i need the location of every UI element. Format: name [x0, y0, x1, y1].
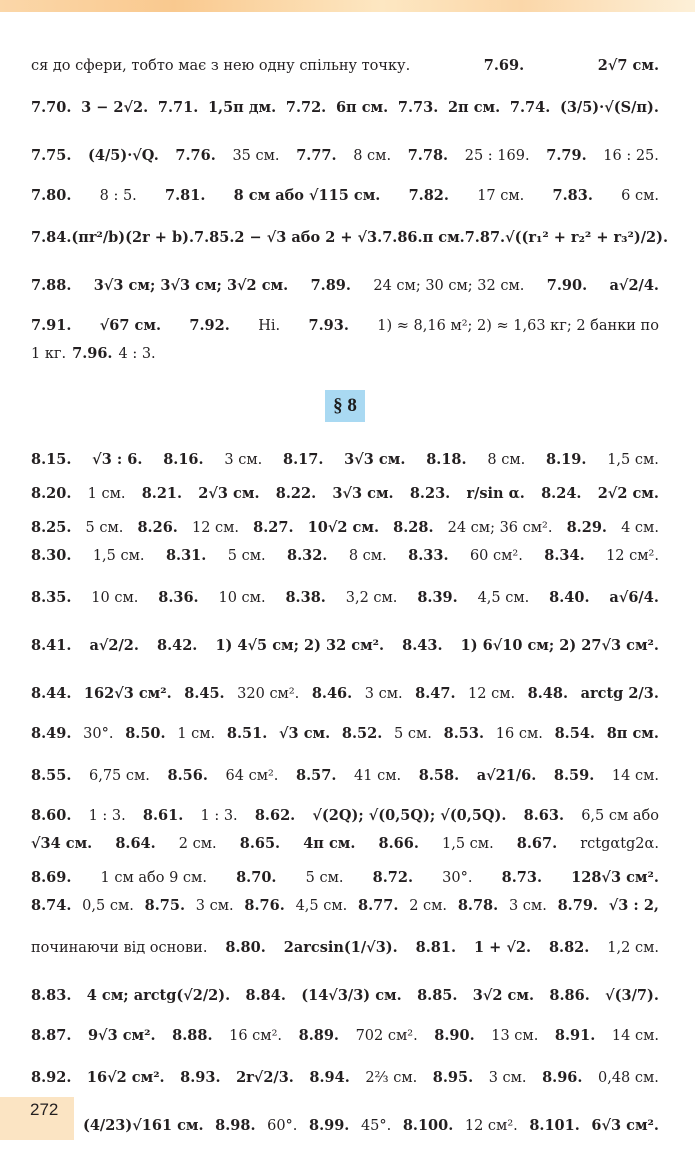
problem-number: 7.76.: [175, 147, 216, 164]
problem-number: 8.28.: [393, 519, 434, 536]
answer-text: 17 см.: [477, 188, 525, 204]
problem-number: 8.48.: [527, 685, 569, 702]
page-number: 272: [30, 1100, 59, 1119]
answer-text: 4 см.: [621, 520, 659, 536]
problem-number: 8.52.: [341, 725, 383, 742]
answer-text: 1 : 3.: [88, 808, 126, 824]
answer-text: (14√3/3) см.: [301, 987, 402, 1004]
answer-text: √((r₁² + r₂² + r₃²)/2).: [505, 229, 669, 246]
answer-text: 3√3 см.: [344, 451, 406, 468]
answer-text: 1 кг.: [31, 346, 67, 362]
answer-text: 4 см; arctg(√2/2).: [86, 987, 231, 1004]
answer-text: 5 см.: [305, 870, 344, 886]
answer-text: 16√2 см².: [86, 1069, 165, 1086]
problem-number: 8.59.: [553, 767, 595, 784]
answer-text: 1) ≈ 8,16 м²; 2) ≈ 1,63 кг; 2 банки по: [377, 318, 659, 334]
answer-text: 1,5 см.: [92, 548, 145, 564]
answer-text: 4,5 см.: [295, 898, 348, 914]
answers-block-7: [31, 52, 669, 368]
problem-number: 8.25.: [31, 519, 72, 536]
problem-number: 7.73.: [397, 99, 439, 116]
section-heading-wrap: [31, 390, 659, 434]
answer-text: 2√3 см.: [198, 485, 260, 502]
answers-text: [31, 52, 669, 1152]
problem-number: 8.41.: [31, 637, 72, 654]
answer-line: [31, 542, 659, 570]
answer-text: 2 см.: [409, 898, 448, 914]
problem-number: 8.76.: [244, 897, 285, 914]
answer-text: 3 см.: [508, 898, 547, 914]
answer-text: √34 см.: [31, 835, 93, 852]
problem-number: 8.17.: [283, 451, 324, 468]
problem-number: 7.81.: [165, 187, 206, 204]
answer-text: √(3/7).: [605, 987, 659, 1004]
problem-number: 8.35.: [31, 589, 72, 606]
answer-line: [31, 480, 659, 508]
problem-number: 7.83.: [552, 187, 593, 204]
answer-text: 5 см.: [394, 726, 432, 742]
answer-line: [31, 86, 659, 130]
answer-text: 6√3 см².: [591, 1117, 659, 1134]
answer-text: a√21/6.: [476, 767, 537, 784]
answer-text: 2arcsin(1/√3).: [283, 939, 398, 956]
answer-text: 2r√2/3.: [236, 1069, 294, 1086]
answer-line: [31, 446, 659, 474]
answer-line: [31, 340, 659, 368]
problem-number: 8.86.: [549, 987, 590, 1004]
answer-line: [31, 1104, 659, 1148]
problem-number: 7.74.: [509, 99, 551, 116]
answer-line: [31, 624, 659, 668]
answer-text: rctgαtg2α.: [580, 836, 659, 852]
answer-text: 8 см.: [348, 548, 387, 564]
problem-number: 8.78.: [457, 897, 499, 914]
problem-number: 8.51.: [226, 725, 268, 742]
answer-text: ся до сфери, тобто має з нею одну спільну точку.: [31, 58, 411, 74]
answer-text: 3√3 см.: [332, 485, 394, 502]
answer-text: 45°.: [360, 1118, 392, 1134]
problem-number: 7.86.: [382, 229, 423, 246]
problem-number: 8.44.: [31, 685, 72, 702]
answer-text: 2π см.: [447, 99, 501, 116]
answer-text: 24 см; 36 см².: [447, 520, 553, 536]
problem-number: 7.93.: [308, 317, 349, 334]
answer-line: [31, 312, 659, 340]
problem-number: 8.21.: [141, 485, 183, 502]
top-decorative-bar: [0, 0, 695, 12]
answer-line: [31, 134, 659, 178]
answer-text: (3/5)·√(S/π).: [559, 99, 659, 116]
answer-text: 10 см.: [218, 590, 266, 606]
problem-number: 8.101.: [529, 1117, 580, 1134]
answer-text: 2 − √3 або 2 + √3.: [234, 229, 383, 246]
answer-text: 1,5 см.: [442, 836, 494, 852]
problem-number: 8.22.: [275, 485, 317, 502]
answer-text: 1,5 см.: [607, 452, 659, 468]
answer-line: [31, 576, 659, 620]
problem-number: 8.93.: [180, 1069, 221, 1086]
answer-line: [31, 864, 659, 892]
problem-number: 8.16.: [163, 451, 204, 468]
answer-line: [31, 926, 659, 970]
answer-text: 1 см.: [177, 726, 216, 742]
problem-number: 7.96.: [72, 345, 113, 362]
problem-number: 7.75.: [31, 147, 72, 164]
answer-text: 5 см.: [227, 548, 266, 564]
answer-text: 8π см.: [606, 725, 659, 742]
answer-text: 1) 6√10 см; 2) 27√3 см².: [460, 637, 659, 654]
problem-number: 7.70.: [31, 99, 72, 116]
answer-text: 0,5 см.: [82, 898, 134, 914]
problem-number: 8.55.: [31, 767, 72, 784]
problem-number: 8.67.: [516, 835, 558, 852]
answer-line: [31, 892, 659, 920]
problem-number: 8.96.: [542, 1069, 583, 1086]
problem-number: 8.85.: [417, 987, 458, 1004]
problem-number: 8.32.: [287, 547, 328, 564]
answer-text: 12 см.: [191, 520, 240, 536]
answer-text: 4π см.: [303, 835, 356, 852]
problem-number: 7.84.: [31, 229, 72, 246]
answer-text: 41 см.: [354, 768, 402, 784]
answer-text: 64 см².: [225, 768, 279, 784]
problem-number: 8.65.: [239, 835, 281, 852]
answer-text: 8 см або √115 см.: [233, 187, 381, 204]
problem-number: 8.80.: [225, 939, 266, 956]
answer-text: 3 см.: [195, 898, 234, 914]
answer-line: [31, 1056, 659, 1100]
problem-number: 8.92.: [31, 1069, 72, 1086]
problem-number: 8.31.: [165, 547, 207, 564]
problem-number: 8.61.: [142, 807, 184, 824]
answer-text: 3√2 см.: [472, 987, 535, 1004]
problem-number: 8.27.: [253, 519, 294, 536]
problem-number: 8.53.: [443, 725, 485, 742]
answer-text: 3 см.: [488, 1070, 527, 1086]
problem-number: 8.62.: [254, 807, 296, 824]
problem-number: 8.77.: [358, 897, 399, 914]
answer-text: r/sin α.: [466, 485, 525, 502]
problem-number: 8.74.: [31, 897, 72, 914]
answer-line: [31, 216, 669, 260]
problem-number: 8.47.: [415, 685, 456, 702]
answer-text: 2√2 см.: [597, 485, 659, 502]
problem-number: 8.94.: [309, 1069, 350, 1086]
answer-line: [31, 672, 659, 716]
problem-number: 8.38.: [285, 589, 326, 606]
answer-text: 3,2 см.: [345, 590, 398, 606]
answer-line: [31, 514, 659, 542]
problem-number: 7.77.: [296, 147, 337, 164]
problem-number: 8.26.: [137, 519, 178, 536]
answer-text: 6,75 см.: [89, 768, 150, 784]
answer-text: π см.: [422, 229, 465, 246]
answer-text: 702 см².: [355, 1028, 418, 1044]
answer-line: [31, 182, 659, 210]
problem-number: 8.56.: [167, 767, 208, 784]
answer-text: 1,5π дм.: [207, 99, 277, 116]
problem-number: 8.89.: [298, 1027, 339, 1044]
answer-text: Ні.: [258, 318, 281, 334]
answer-text: 6π см.: [335, 99, 389, 116]
problem-number: 8.46.: [311, 685, 353, 702]
problem-number: 8.95.: [432, 1069, 474, 1086]
problem-number: 8.54.: [554, 725, 595, 742]
problem-number: 7.92.: [189, 317, 230, 334]
problem-number: 8.39.: [417, 589, 458, 606]
problem-number: 7.82.: [408, 187, 449, 204]
answer-text: 30°.: [442, 870, 473, 886]
answer-text: 1) 4√5 см; 2) 32 см².: [215, 637, 385, 654]
answer-text: 8 см.: [487, 452, 526, 468]
problem-number: 8.66.: [378, 835, 419, 852]
answer-text: 16 см.: [495, 726, 543, 742]
problem-number: 8.23.: [409, 485, 451, 502]
answer-text: 162√3 см².: [83, 685, 172, 702]
answer-text: 10√2 см.: [307, 519, 379, 536]
problem-number: 8.36.: [158, 589, 199, 606]
problem-number: 8.75.: [144, 897, 185, 914]
answer-text: 12 см².: [464, 1118, 518, 1134]
answer-text: √3 : 2,: [608, 897, 659, 914]
answer-text: 10 см.: [91, 590, 139, 606]
problem-number: 8.58.: [418, 767, 460, 784]
answer-text: 1,2 см.: [607, 940, 659, 956]
answer-text: (πr²/b)(2r + b).: [71, 229, 195, 246]
answer-text: 3 см.: [364, 686, 403, 702]
problem-number: 8.88.: [172, 1027, 213, 1044]
answer-text: 12 см.: [468, 686, 516, 702]
answer-line: [31, 830, 659, 858]
problem-number: 8.63.: [523, 807, 565, 824]
problem-number: 8.72.: [372, 869, 413, 886]
answer-text: 1 см або 9 см.: [100, 870, 207, 886]
answer-line: [31, 754, 659, 798]
problem-number: 8.18.: [426, 451, 467, 468]
answer-text: a√2/4.: [609, 277, 659, 294]
answer-line: [31, 52, 659, 80]
problem-number: 8.91.: [554, 1027, 596, 1044]
answer-text: √3 см.: [279, 725, 331, 742]
problem-number: 8.73.: [501, 869, 542, 886]
answer-text: a√6/4.: [609, 589, 659, 606]
answer-text: 60 см².: [469, 548, 523, 564]
section-heading: § 8: [325, 390, 365, 422]
answer-text: 2 см.: [178, 836, 217, 852]
answer-text: 3 см.: [224, 452, 263, 468]
answer-line: [31, 802, 659, 830]
problem-number: 8.70.: [236, 869, 277, 886]
answer-line: [31, 264, 659, 308]
problem-number: 8.40.: [549, 589, 590, 606]
answer-text: √67 см.: [99, 317, 162, 334]
problem-number: 8.64.: [115, 835, 156, 852]
problem-number: 8.81.: [415, 939, 457, 956]
problem-number: 8.57.: [296, 767, 337, 784]
answer-text: 4 : 3.: [118, 346, 156, 362]
problem-number: 8.24.: [541, 485, 582, 502]
problem-number: 8.42.: [156, 637, 198, 654]
answer-text: 1 : 3.: [200, 808, 238, 824]
problem-number: 8.15.: [31, 451, 72, 468]
problem-number: 7.89.: [310, 277, 351, 294]
problem-number: 7.87.: [464, 229, 506, 246]
problem-number: 8.90.: [434, 1027, 475, 1044]
problem-number: 7.69.: [483, 57, 525, 74]
answer-line: [31, 1022, 659, 1050]
answer-text: √3 : 6.: [92, 451, 143, 468]
problem-number: 8.83.: [31, 987, 72, 1004]
answer-text: 13 см.: [491, 1028, 539, 1044]
answer-text: 30°.: [83, 726, 114, 742]
problem-number: 8.29.: [566, 519, 607, 536]
problem-number: 8.45.: [184, 685, 225, 702]
problem-number: 8.33.: [408, 547, 449, 564]
answer-text: 16 см².: [229, 1028, 283, 1044]
answer-text: a√2/2.: [89, 637, 139, 654]
answer-text: arctg 2/3.: [580, 685, 659, 702]
problem-number: 8.50.: [125, 725, 166, 742]
answer-text: 6 см.: [621, 188, 659, 204]
answer-text: √(2Q); √(0,5Q); √(0,5Q).: [312, 807, 507, 824]
answer-text: 35 см.: [232, 148, 280, 164]
problem-number: 8.98.: [215, 1117, 256, 1134]
answer-text: 2⅔ см.: [365, 1070, 418, 1086]
problem-number: 8.20.: [31, 485, 72, 502]
answer-text: 16 : 25.: [603, 148, 659, 164]
problem-number: 8.49.: [31, 725, 72, 742]
answer-text: 9√3 см².: [87, 1027, 156, 1044]
answer-text: 8 : 5.: [99, 188, 137, 204]
answer-text: 3√3 см; 3√3 см; 3√2 см.: [93, 277, 289, 294]
problem-number: 7.79.: [546, 147, 587, 164]
answer-line: [31, 720, 659, 748]
answer-text: 24 см; 30 см; 32 см.: [373, 278, 525, 294]
problem-number: 7.91.: [31, 317, 72, 334]
problem-number: 8.84.: [245, 987, 286, 1004]
answer-text: 128√3 см².: [571, 869, 659, 886]
answer-text: 25 : 169.: [464, 148, 530, 164]
problem-number: 7.80.: [31, 187, 72, 204]
answer-text: 1 см.: [87, 486, 126, 502]
problem-number: 8.82.: [548, 939, 590, 956]
answer-text: 60°.: [267, 1118, 298, 1134]
problem-number: 8.34.: [544, 547, 585, 564]
answer-text: 5 см.: [85, 520, 124, 536]
problem-number: 8.60.: [31, 807, 72, 824]
problem-number: 7.78.: [407, 147, 449, 164]
problem-number: 7.85.: [194, 229, 235, 246]
answer-text: починаючи від основи.: [31, 940, 208, 956]
answer-text: 0,48 см.: [598, 1070, 659, 1086]
problem-number: 8.30.: [31, 547, 72, 564]
answer-text: 12 см².: [606, 548, 659, 564]
problem-number: 8.79.: [557, 897, 598, 914]
answer-text: 2√7 см.: [597, 57, 659, 74]
problem-number: 7.72.: [285, 99, 327, 116]
problem-number: 7.71.: [157, 99, 199, 116]
answer-text: 4,5 см.: [477, 590, 530, 606]
answer-text: 14 см.: [611, 768, 659, 784]
problem-number: 8.69.: [31, 869, 72, 886]
answers-block-8: [31, 446, 659, 1148]
problem-number: 7.90.: [546, 277, 588, 294]
problem-number: 7.88.: [31, 277, 72, 294]
answer-text: 8 см.: [353, 148, 392, 164]
problem-number: 8.99.: [308, 1117, 350, 1134]
problem-number: 8.19.: [546, 451, 587, 468]
problem-number: 8.87.: [31, 1027, 72, 1044]
answer-text: 3 − 2√2.: [81, 99, 149, 116]
answer-line: [31, 974, 659, 1018]
answer-text: (4/5)·√Q.: [88, 147, 159, 164]
answer-text: 14 см.: [611, 1028, 659, 1044]
answer-text: 1 + √2.: [473, 939, 531, 956]
answer-text: 6,5 см або: [581, 808, 659, 824]
problem-number: 8.100.: [402, 1117, 454, 1134]
problem-number: 8.43.: [402, 637, 443, 654]
answer-text: 320 см².: [237, 686, 300, 702]
answer-text: (4/23)√161 см.: [82, 1117, 204, 1134]
